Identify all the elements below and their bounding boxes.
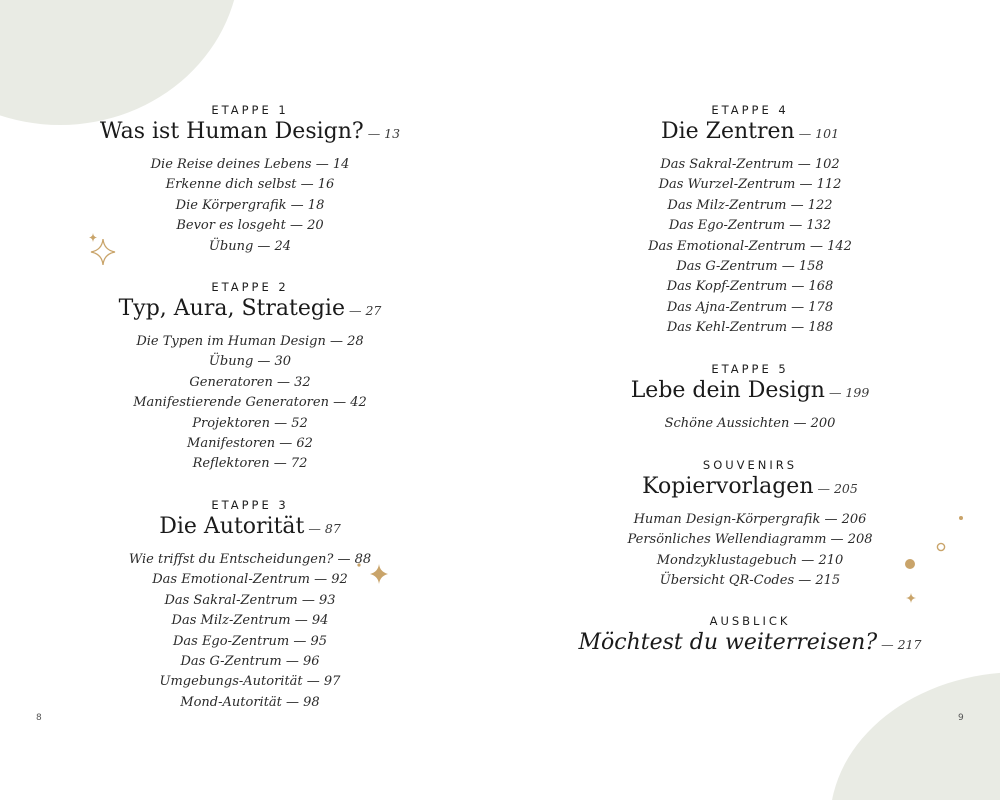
chapter-page: — 205 (817, 481, 858, 496)
chapter-page: — 101 (798, 126, 840, 141)
chapter-title: Lebe dein Design (630, 378, 825, 403)
stage-label: ETAPPE 1 (211, 103, 289, 117)
toc-entry[interactable]: Das Wurzel-Zentrum — 112 (658, 177, 842, 193)
toc-section-etappe-5 (500, 362, 1000, 434)
toc-entry[interactable]: Die Reise deines Lebens — 14 (150, 157, 350, 172)
toc-entry[interactable]: Übung — 24 (208, 238, 292, 254)
toc-entry[interactable]: Mondzyklustagebuch — 210 (656, 552, 844, 568)
toc-section-ausblick (500, 614, 1000, 658)
stage-label: AUSBLICK (709, 614, 791, 628)
toc-entry[interactable]: Das Emotional-Zentrum — 92 (152, 572, 348, 588)
stage-label: SOUVENIRS (702, 458, 798, 472)
toc-entry[interactable]: Das G-Zentrum — 96 (180, 653, 320, 669)
chapter-title: Die Zentren (660, 119, 795, 144)
entry-list (0, 550, 500, 713)
toc-entry[interactable]: Die Typen im Human Design — 28 (136, 334, 364, 349)
page-number: 8 (36, 713, 42, 723)
toc-entry[interactable]: Reflektoren — 72 (192, 456, 308, 472)
chapter-heading[interactable] (0, 295, 500, 324)
toc-entry[interactable]: Das Kehl-Zentrum — 188 (666, 320, 834, 336)
toc-entry[interactable]: Übersicht QR-Codes — 215 (659, 573, 841, 589)
chapter-page: — 217 (881, 637, 922, 652)
chapter-heading[interactable] (0, 118, 500, 147)
toc-entry[interactable]: Umgebungs-Autorität — 97 (159, 674, 341, 690)
toc-entry[interactable]: Das G-Zentrum — 158 (676, 258, 824, 274)
stage-label: ETAPPE 5 (711, 362, 789, 376)
toc-entry[interactable]: Generatoren — 32 (189, 374, 311, 390)
toc-entry[interactable]: Das Milz-Zentrum — 122 (667, 197, 833, 213)
toc-entry[interactable]: Das Milz-Zentrum — 94 (171, 613, 329, 629)
chapter-title: Typ, Aura, Strategie (118, 296, 345, 321)
chapter-heading[interactable] (500, 629, 1000, 658)
chapter-title: Kopiervorlagen (642, 474, 814, 499)
chapter-heading[interactable] (500, 377, 1000, 406)
toc-entry[interactable]: Das Ego-Zentrum — 132 (668, 218, 832, 234)
stage-label: ETAPPE 3 (211, 498, 289, 512)
toc-entry[interactable]: Das Kopf-Zentrum — 168 (666, 279, 834, 295)
background-blob (830, 672, 1000, 800)
entry-list (0, 155, 500, 257)
chapter-heading[interactable] (500, 118, 1000, 147)
toc-section-etappe-3 (0, 498, 500, 713)
page-number: 9 (958, 713, 964, 723)
entry-list (500, 510, 1000, 592)
toc-entry[interactable]: Das Ajna-Zentrum — 178 (666, 299, 834, 315)
toc-entry[interactable]: Das Emotional-Zentrum — 142 (648, 238, 852, 254)
stage-label: ETAPPE 4 (711, 103, 789, 117)
toc-entry[interactable]: Das Sakral-Zentrum — 93 (164, 592, 336, 608)
chapter-title: Möchtest du weiterreisen? (578, 630, 878, 655)
entry-list (500, 414, 1000, 434)
chapter-page: — 27 (349, 303, 382, 318)
toc-entry[interactable]: Manifestoren — 62 (187, 435, 313, 451)
stage-label: ETAPPE 2 (211, 280, 289, 294)
chapter-title: Was ist Human Design? (99, 119, 364, 144)
toc-entry[interactable]: Wie triffst du Entscheidungen? — 88 (128, 552, 372, 567)
toc-entry[interactable]: Übung — 30 (208, 354, 292, 370)
toc-entry[interactable]: Das Ego-Zentrum — 95 (172, 633, 328, 649)
toc-entry[interactable]: Das Sakral-Zentrum — 102 (660, 157, 840, 172)
chapter-heading[interactable] (0, 513, 500, 542)
toc-entry[interactable]: Persönliches Wellendiagramm — 208 (627, 532, 873, 548)
toc-entry[interactable]: Schöne Aussichten — 200 (664, 416, 836, 431)
toc-section-etappe-2 (0, 280, 500, 475)
toc-section-etappe-1 (0, 103, 500, 257)
toc-entry[interactable]: Mond-Autorität — 98 (180, 694, 320, 710)
chapter-page: — 199 (828, 385, 870, 400)
entry-list (0, 332, 500, 475)
chapter-heading[interactable] (500, 473, 1000, 502)
toc-section-etappe-4 (500, 103, 1000, 339)
toc-entry[interactable]: Manifestierende Generatoren — 42 (133, 395, 367, 411)
toc-section-souvenirs (500, 458, 1000, 592)
toc-entry[interactable]: Bevor es losgeht — 20 (176, 218, 324, 234)
right-page (500, 0, 1000, 800)
entry-list (500, 155, 1000, 339)
toc-entry[interactable]: Die Körpergrafik — 18 (175, 197, 325, 213)
toc-entry[interactable]: Erkenne dich selbst — 16 (165, 177, 335, 193)
chapter-page: — 87 (308, 521, 341, 536)
toc-entry[interactable]: Human Design-Körpergrafik — 206 (633, 512, 867, 527)
chapter-title: Die Autorität (159, 514, 305, 539)
toc-entry[interactable]: Projektoren — 52 (192, 415, 308, 431)
chapter-page: — 13 (367, 126, 401, 141)
sparkle-icon (905, 592, 917, 604)
